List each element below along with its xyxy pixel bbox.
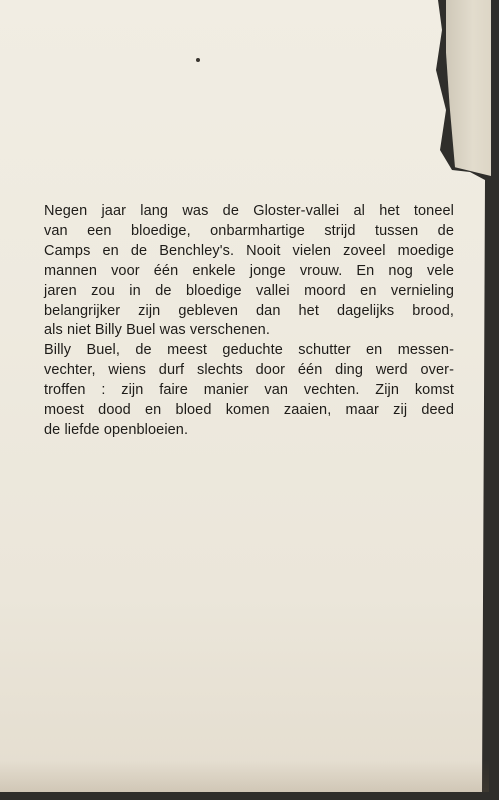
blurb-line: Billy Buel, de meest geduchte schutter en messen- — [44, 342, 454, 359]
blurb-line: als niet Billy Buel was verschenen. — [44, 322, 270, 339]
blurb-line: van een bloedige, onbarmhartige strijd tussen de — [44, 222, 454, 239]
blurb-line: mannen voor één enkele jonge vrouw. En nog vele — [44, 262, 454, 279]
blurb-line: vechter, wiens durf slechts door één ding werd over- — [44, 362, 454, 379]
blurb-line: jaren zou in de bloedige vallei moord en vernieling — [44, 282, 454, 299]
ink-speck — [196, 58, 200, 62]
blurb-line: troffen : zijn faire manier van vechten. Zijn komst — [44, 382, 454, 399]
blurb-line: Negen jaar lang was de Gloster-vallei al het toneel — [44, 203, 454, 219]
paper-bottom-edge — [0, 760, 489, 792]
torn-paper-edge — [446, 0, 491, 176]
blurb-line: de liefde openbloeien. — [44, 421, 189, 438]
back-cover-blurb — [44, 202, 454, 441]
blurb-line: belangrijker zijn gebleven dan het dagelijks brood, — [44, 302, 454, 319]
blurb-line: moest dood en bloed komen zaaien, maar zij deed — [44, 402, 454, 419]
blurb-line: Camps en de Benchley's. Nooit vielen zoveel moedige — [44, 242, 454, 259]
